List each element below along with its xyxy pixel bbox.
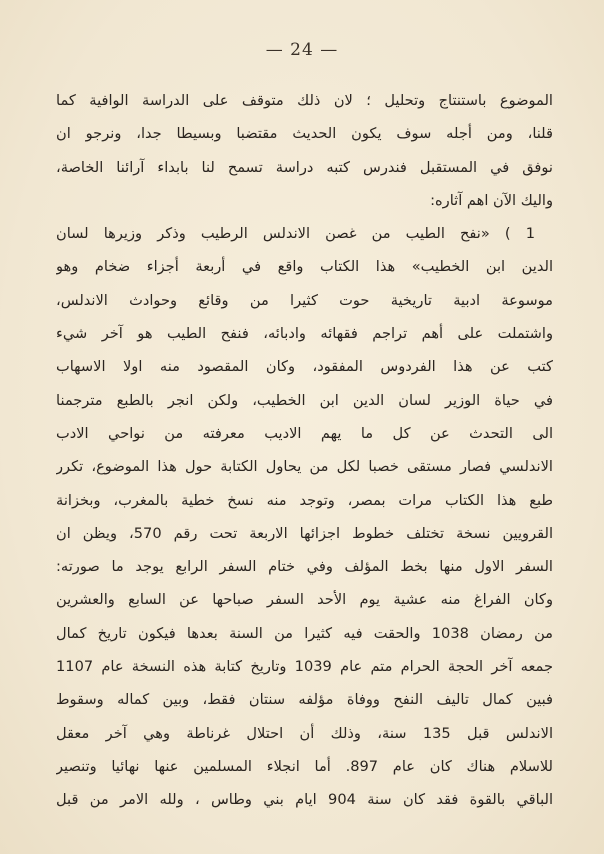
- text-line: نوفق في المستقبل فندرس كتبه دراسة تسمح لنا بابداء آرائنا الخاصة،: [56, 158, 553, 176]
- text-line: قلنا، ومن أجله سوف يكون الحديث مقتضبا وبسيطا جدا، ونرجو ان: [56, 125, 553, 143]
- text-line: في حياة الوزير لسان الدين ابن الخطيب، ولكن انجر بالطبع مترجمنا: [56, 391, 553, 409]
- text-line: واشتملت على أهم تراجم فقهائه وادبائه، فنفح الطيب هو آخر شيء: [56, 325, 553, 343]
- text-line: الاندلسي فصار مستقى خصبا لكل من يحاول الكتابة حول هذا الموضوع، تكرر: [56, 458, 553, 476]
- text-line: الدين ابن الخطيب» هذا الكتاب واقع في أربعة أجزاء ضخام وهو: [56, 258, 553, 276]
- text-line: من رمضان 1038 والحقت فيه كثيرا من السنة بعدها فيكون تاريخ كمال: [56, 624, 553, 642]
- text-line: وكان الفراغ منه عشية يوم الأحد السفر صباحها عن السابع والعشرين: [56, 591, 553, 609]
- page-number: — 24 —: [265, 40, 339, 60]
- text-line: موسوعة ادبية تاريخية حوت كثيرا من وقائع وحوادث الاندلس،: [56, 291, 553, 309]
- text-line: 1 ) «نفح الطيب من غصن الاندلس الرطيب وذكر وزيرها لسان: [56, 225, 535, 243]
- text-line: الباقي بالقوة فقد كان سنة 904 ايام بني وطاس ، ولله الامر من قبل: [56, 791, 553, 809]
- text-line: كتب عن هذا الفردوس المفقود، وكان المقصود منه اولا الاسهاب: [56, 358, 553, 376]
- text-line: طبع هذا الكتاب مرات بمصر، وتوجد منه نسخ خطية بالمغرب، وبخزانة: [56, 491, 553, 509]
- text-line: فبين كمال تاليف النفح ووفاة مؤلفه سنتان فقط، وبين كماله وسقوط: [56, 691, 553, 709]
- text-line: جمعه آخر الحجة الحرام متم عام 1039 وتاريخ كتابة هذه النسخة عام 1107: [56, 658, 553, 676]
- text-line: القرويين نسخة تختلف خطوط اجزائها الاربعة تحت رقم 570، ويظن ان: [56, 524, 553, 542]
- text-line: السفر الاول منها بخط المؤلف وفي ختام السفر الرابع يوجد ما صورته:: [56, 558, 553, 576]
- text-line: الموضوع باستنتاج وتحليل ؛ لان ذلك متوقف على الدراسة الوافية كما: [56, 92, 553, 109]
- body-text: [56, 84, 553, 817]
- text-line: واليك الآن اهم آثاره:: [430, 191, 553, 209]
- text-line: للاسلام هناك كان عام 897. أما انجلاء المسلمين عنها نهائيا وتنصير: [56, 757, 553, 775]
- text-line: الى التحدث عن كل ما يهم الاديب معرفته من نواحي الادب: [56, 424, 553, 442]
- text-line: الاندلس قبل 135 سنة، وذلك أن احتلال غرناطة وهي آخر معقل: [56, 724, 553, 742]
